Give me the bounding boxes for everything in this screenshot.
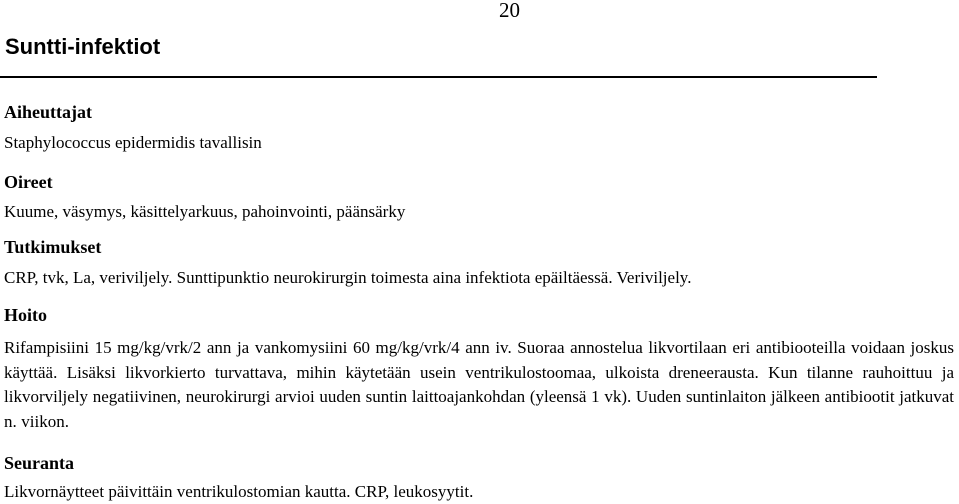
- section-body-causes: Staphylococcus epidermidis tavallisin: [4, 133, 262, 152]
- section-heading-followup: Seuranta: [4, 453, 75, 473]
- section-body-followup: Likvornäytteet päivittäin ventrikulostomian kautta. CRP, leukosyytit.: [4, 482, 474, 501]
- section-body-symptoms: Kuume, väsymys, käsittelyarkuus, pahoinvointi, päänsärky: [4, 202, 406, 221]
- page-number: 20: [499, 0, 520, 22]
- page-title: Suntti-infektiot: [5, 34, 161, 59]
- section-heading-symptoms: Oireet: [4, 172, 53, 192]
- section-body-tests: CRP, tvk, La, veriviljely. Sunttipunktio neurokirurgin toimesta aina infektiota epäiltäessä. Veriviljely.: [4, 268, 692, 287]
- section-body-treatment: Rifampisiini 15 mg/kg/vrk/2 ann ja vankomysiini 60 mg/kg/vrk/4 ann iv. Suoraa annostelua likvortilaan eri antibiooteilla voidaan joskus käyttää. Lisäksi likvorkierto turvattava, mihin käytetään usein ventrikulostoomaa, ulkoista dreneerausta. Kun tilanne rauhoittuu ja likvorviljely negatiivinen, neurokirurgi arvioi uuden suntin laittoajankohdan (yleensä 1 vk). Uuden suntinlaiton jälkeen antibiootit jatkuvat n. viikon.: [4, 338, 954, 431]
- section-heading-causes: Aiheuttajat: [4, 102, 92, 122]
- section-heading-tests: Tutkimukset: [4, 237, 102, 257]
- title-divider: [0, 76, 877, 78]
- section-heading-treatment: Hoito: [4, 305, 47, 325]
